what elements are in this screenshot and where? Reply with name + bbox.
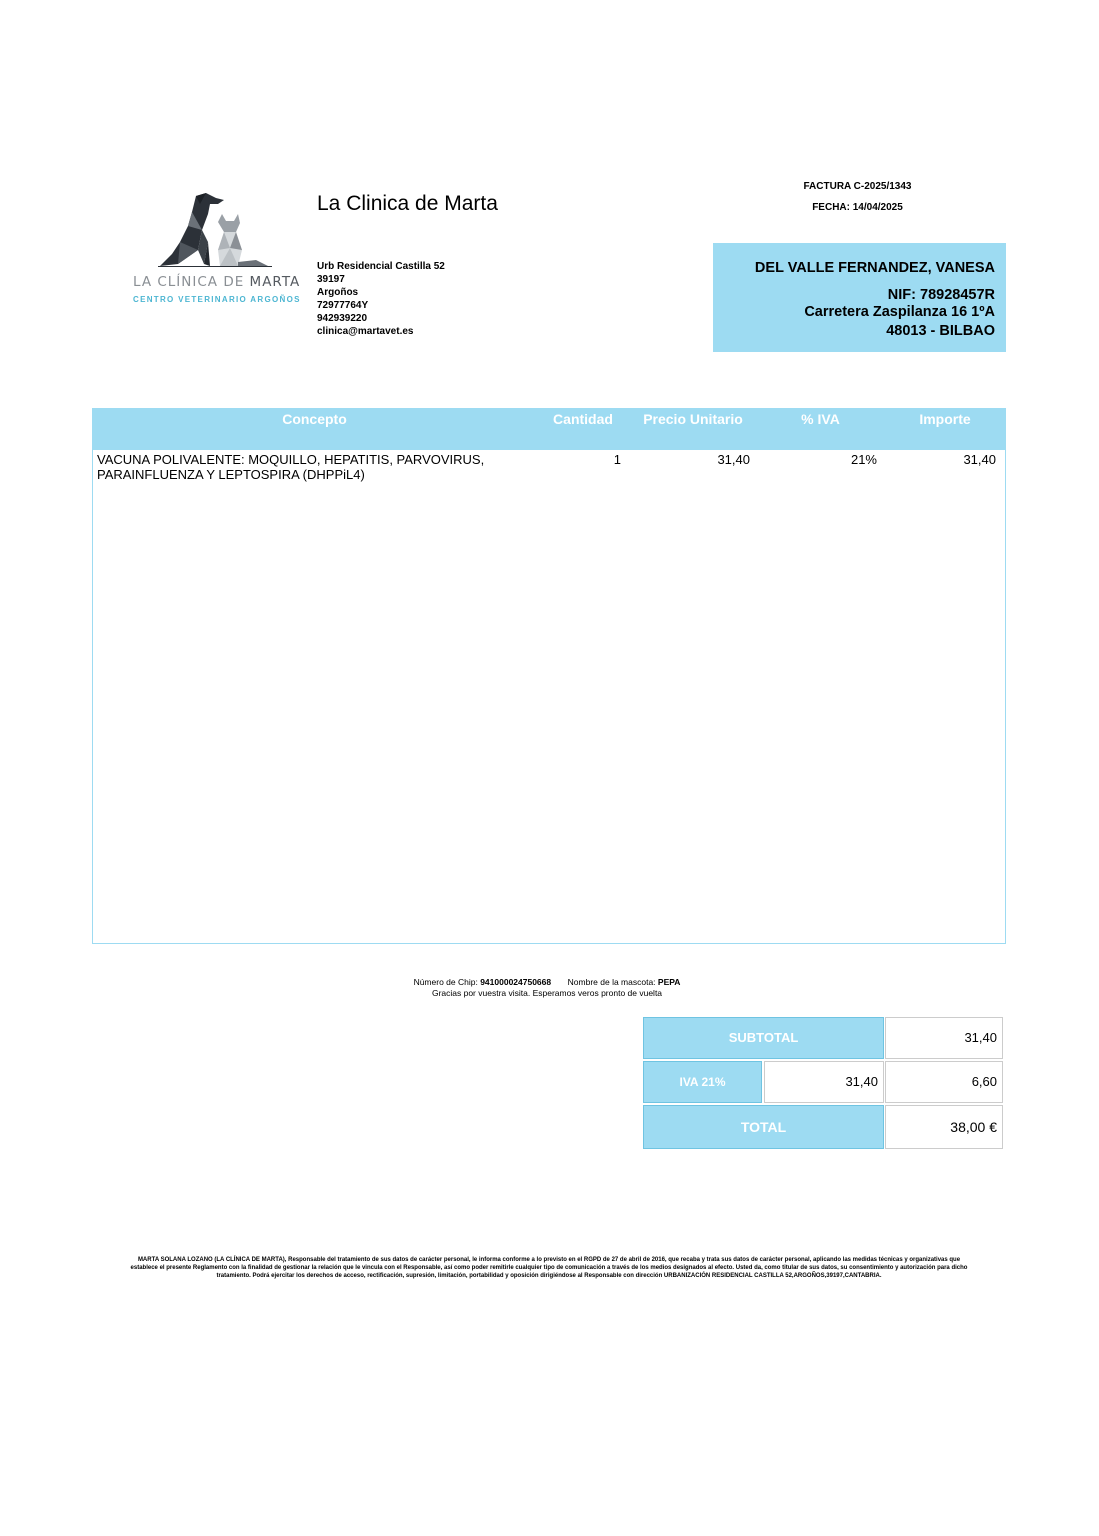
vat-base-value: 31,40 bbox=[764, 1061, 884, 1103]
clinic-logo bbox=[128, 190, 301, 310]
client-box bbox=[713, 243, 1006, 352]
clinic-phone: 942939220 bbox=[317, 313, 368, 324]
invoice-date: FECHA: 14/04/2025 bbox=[812, 202, 903, 213]
invoice-number: FACTURA C-2025/1343 bbox=[803, 181, 912, 192]
total-value: 38,00 € bbox=[885, 1105, 1003, 1149]
item-quantity: 1 bbox=[613, 452, 621, 467]
clinic-details bbox=[317, 260, 445, 338]
logo-wordmark: LA CLÍNICA DE MARTA bbox=[133, 274, 301, 290]
chip-label: Número de Chip: bbox=[413, 977, 478, 987]
clinic-tax-id: 72977764Y bbox=[317, 300, 369, 311]
pet-label: Nombre de la mascota: bbox=[567, 977, 656, 987]
header-quantity: Cantidad bbox=[553, 411, 613, 427]
thanks-message: Gracias por vuestra visita. Esperamos veros pronto de vuelta bbox=[431, 988, 663, 998]
header-vat: % IVA bbox=[801, 411, 840, 427]
client-nif: NIF: 78928457R bbox=[887, 287, 995, 303]
clinic-town: Argoños bbox=[317, 287, 359, 298]
item-concept: VACUNA POLIVALENTE: MOQUILLO, HEPATITIS, PARVOVIRUS, PARAINFLUENZA Y LEPTOSPIRA (DHPPiL4) bbox=[97, 452, 485, 482]
items-table bbox=[92, 408, 1006, 944]
header-amount: Importe bbox=[919, 411, 971, 427]
item-amount: 31,40 bbox=[963, 452, 996, 467]
invoice-notes bbox=[300, 977, 794, 999]
vat-value: 6,60 bbox=[885, 1061, 1003, 1103]
chip-value: 941000024750668 bbox=[480, 977, 552, 987]
pet-value: PEPA bbox=[657, 977, 681, 987]
item-unit-price: 31,40 bbox=[717, 452, 750, 467]
item-vat: 21% bbox=[850, 452, 877, 467]
header-unit-price: Precio Unitario bbox=[643, 411, 743, 427]
vat-label: IVA 21% bbox=[643, 1061, 762, 1103]
subtotal-label: SUBTOTAL bbox=[643, 1017, 884, 1059]
logo-subtitle: CENTRO VETERINARIO ARGOÑOS bbox=[133, 295, 301, 304]
client-address: Carretera Zaspilanza 16 1ºA bbox=[804, 304, 995, 320]
chip-and-pet-line bbox=[300, 977, 794, 988]
total-label: TOTAL bbox=[643, 1105, 884, 1149]
dog-and-cat-icon bbox=[138, 190, 278, 270]
client-city: 48013 - BILBAO bbox=[886, 323, 995, 339]
header-concept: Concepto bbox=[282, 411, 347, 427]
clinic-email: clinica@martavet.es bbox=[317, 326, 414, 337]
legal-notice: MARTA SOLANA LOZANO (LA CLÍNICA DE MARTA), Responsable del tratamiento de sus datos de carácter personal, le informa conforme a lo previsto en el RGPD de 27 de abril de 2016, que recaba y trata sus datos de carácter personal, aplicando las medidas técnicas y organizativas que establece el presente Reglamento con la finalidad de gestionar la relación que le vincula con el Responsable, así como poder remitirle cualquier tipo de comunicación a través de los medios designados al efecto. Usted da, como titular de sus datos, su consentimiento y autorización para dicho tratamiento. Podrá ejercitar los derechos de acceso, rectificación, supresión, limitación, portabilidad y oposición dirigiéndose al Responsable con dirección URBANIZACIÓN RESIDENCIAL CASTILLA 52,ARGOÑOS,39197,CANTABRIA. bbox=[130, 1257, 968, 1279]
clinic-postal-code: 39197 bbox=[317, 274, 345, 285]
clinic-name: La Clinica de Marta bbox=[317, 192, 498, 215]
clinic-address: Urb Residencial Castilla 52 bbox=[317, 261, 445, 272]
items-table-header bbox=[93, 409, 1005, 450]
subtotal-value: 31,40 bbox=[885, 1017, 1003, 1059]
client-name: DEL VALLE FERNANDEZ, VANESA bbox=[754, 260, 995, 276]
